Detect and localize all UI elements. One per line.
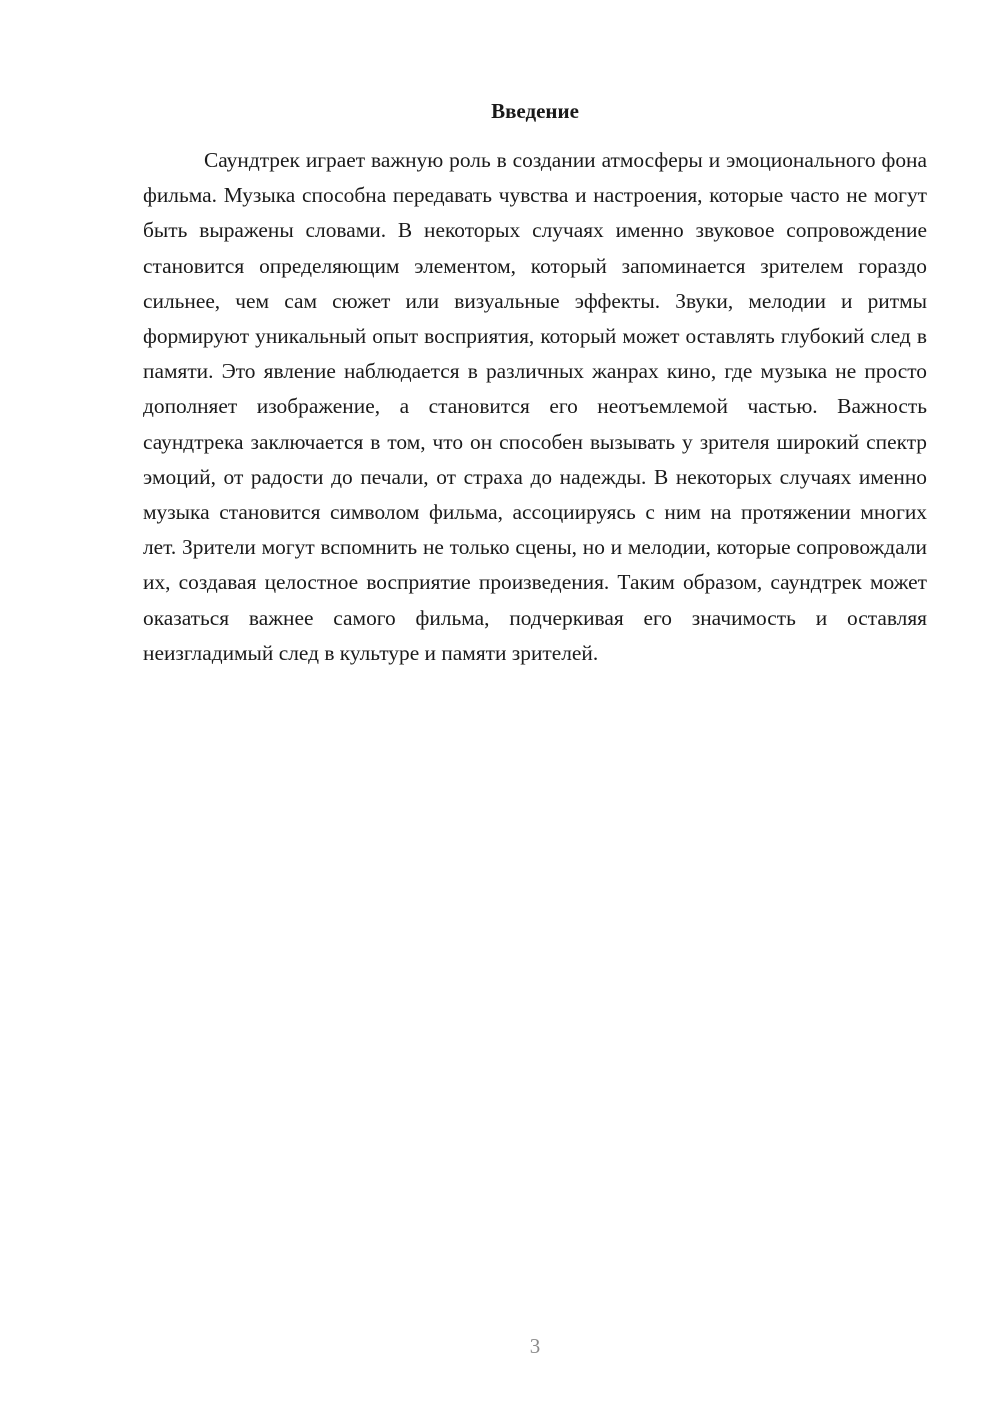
body-paragraph: Саундтрек играет важную роль в создании атмосферы и эмоционального фона фильма. Музыка способна передавать чувства и настроения, которые часто не могут быть выражены словами. В некоторых случаях именно звуковое сопровождение становится определяющим элементом, который запоминается зрителем гораздо сильнее, чем сам сюжет или визуальные эффекты. Звуки, мелодии и ритмы формируют уникальный опыт восприятия, который может оставлять глубокий след в памяти. Это явление наблюдается в различных жанрах кино, где музыка не просто дополняет изображение, а становится его неотъемлемой частью. Важность саундтрека заключается в том, что он способен вызывать у зрителя широкий спектр эмоций, от радости до печали, от страха до надежды. В некоторых случаях именно музыка становится символом фильма, ассоциируясь с ним на протяжении многих лет. Зрители могут вспомнить не только сцены, но и мелодии, которые сопровождали их, создавая целостное восприятие произведения. Таким образом, саундтрек может оказаться важнее самого фильма, подчеркивая его значимость и оставляя неизгладимый след в культуре и памяти зрителей.	[143, 148, 927, 665]
page-number: 3	[529, 1334, 541, 1358]
section-title: Введение	[491, 99, 579, 123]
